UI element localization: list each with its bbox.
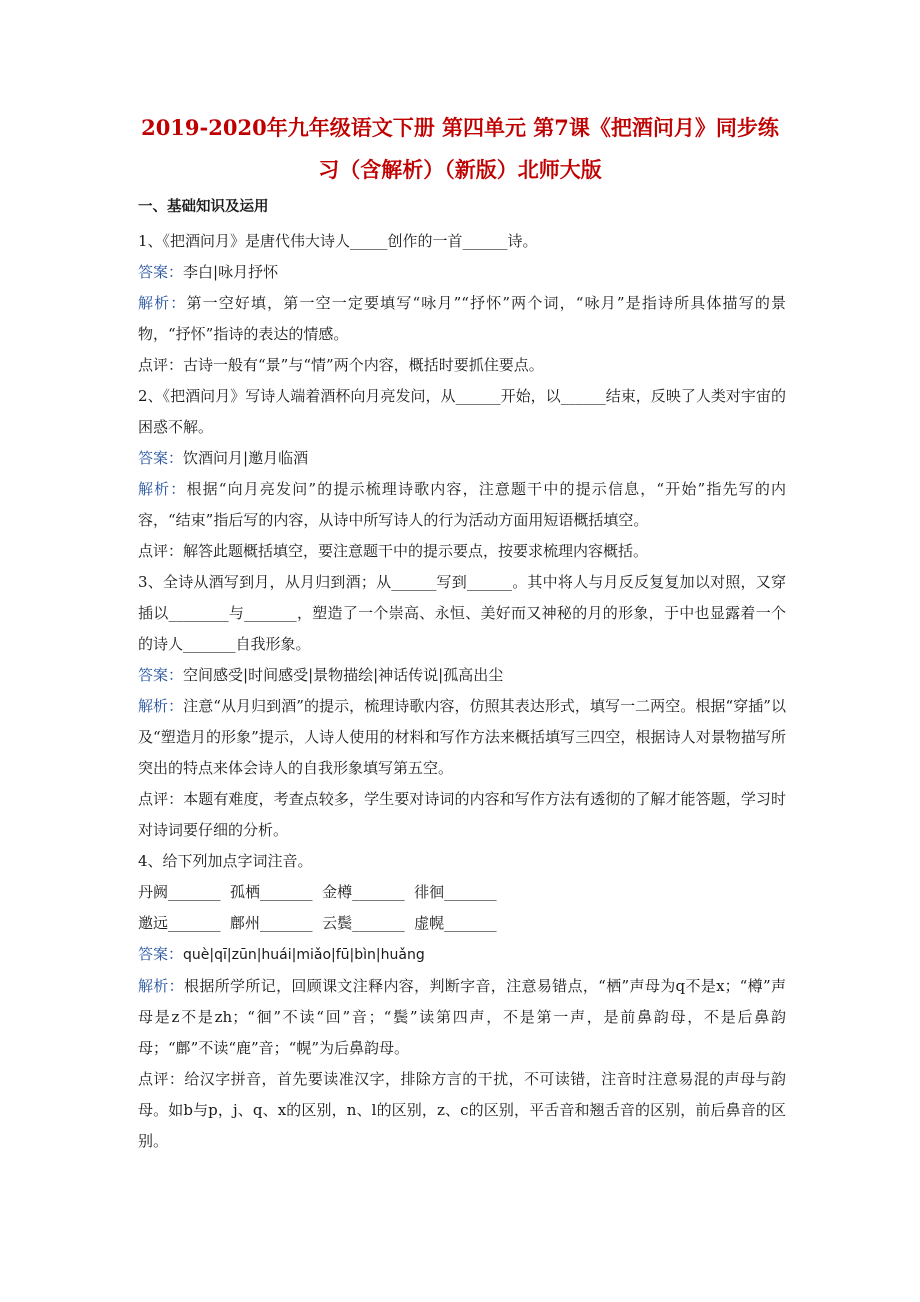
document-title-line1: 2019-2020年九年级语文下册 第四单元 第7课《把酒问月》同步练: [141, 115, 779, 140]
q1-answer-text: 李白|咏月抒怀: [183, 263, 279, 281]
q2-analysis-label: 解析：: [138, 480, 187, 498]
q1-comment: [138, 350, 786, 381]
q1-analysis: [138, 288, 786, 350]
q3-analysis-text: 注意“从月归到酒”的提示，梳理诗歌内容，仿照其表达形式，填写一二两空。根据“穿插”以及“塑造月的形象”提示，人诗人使用的材料和写作方法来概括填写三四空，根据诗人对景物描写所突出的特点来体会诗人的自我形象填写第五空。: [138, 697, 786, 777]
q2-comment-label: 点评：: [138, 542, 184, 560]
q2-comment-text: 解答此题概括填空，要注意题干中的提示要点，按要求梳理内容概括。: [183, 542, 649, 560]
q4-question: 4、给下列加点字词注音。: [138, 852, 313, 870]
q2-analysis: [138, 474, 786, 536]
q4-analysis: [138, 971, 786, 1064]
q3-question: 3、全诗从酒写到月，从月归到酒；从______写到______。其中将人与月反反复复加以对照，又穿插以________与_______，塑造了一个崇高、永恒、美好而又神秘的月的形象，于中也显露着一个的诗人_______自我形象。: [138, 573, 786, 653]
q4-words-row2: 邀远_______ 鄜州_______ 云鬓_______ 虚幌_______: [138, 914, 497, 932]
q3-analysis: [138, 691, 786, 784]
q1-comment-label: 点评：: [138, 356, 184, 374]
q4-answer-text: què|qī|zūn|huái|miǎo|fū|bìn|huǎng: [183, 947, 425, 963]
q4-analysis-label: 解析：: [138, 977, 185, 995]
q4-answer: [138, 939, 786, 971]
q3-answer-label: 答案：: [138, 666, 184, 684]
q3-answer: [138, 660, 786, 691]
document-body: [138, 226, 786, 1157]
q2-analysis-text: 根据“向月亮发问”的提示梳理诗歌内容，注意题干中的提示信息，“开始”指先写的内容，“结束”指后写的内容，从诗中所写诗人的行为活动方面用短语概括填空。: [138, 480, 786, 529]
document-title-line2: 习（含解析）（新版）北师大版: [318, 157, 602, 182]
q4-words-row1: 丹阙_______ 孤栖_______ 金樽_______ 徘徊_______: [138, 883, 497, 901]
section-heading: 一、基础知识及运用: [138, 199, 269, 215]
q4-comment-label: 点评：: [138, 1070, 185, 1088]
q4-comment: [138, 1064, 786, 1157]
q1-comment-text: 古诗一般有“景”与“情”两个内容，概括时要抓住要点。: [183, 356, 544, 374]
q1-answer: [138, 257, 786, 288]
q2-answer-label: 答案：: [138, 449, 184, 467]
q3-comment: [138, 784, 786, 846]
q4-answer-label: 答案：: [138, 945, 184, 963]
q4-analysis-text: 根据所学所记，回顾课文注释内容，判断字音，注意易错点，“栖”声母为q不是x；“樽”声母是z不是zh；“徊”不读“回”音；“鬓”读第四声，不是第一声，是前鼻韵母，不是后鼻韵母；“鄜”不读“鹿”音；“幌”为后鼻韵母。: [138, 977, 786, 1057]
q1-analysis-text: 第一空好填，第一空一定要填写“咏月”“抒怀”两个词，“咏月”是指诗所具体描写的景物，“抒怀”指诗的表达的情感。: [138, 294, 786, 343]
q2-answer-text: 饮酒问月|邀月临酒: [183, 449, 309, 467]
q3-comment-label: 点评：: [138, 790, 184, 808]
q2-answer: [138, 443, 786, 474]
q1-answer-label: 答案：: [138, 263, 184, 281]
q3-answer-text: 空间感受|时间感受|景物描绘|神话传说|孤高出尘: [183, 666, 504, 684]
q4-comment-text: 给汉字拼音，首先要读准汉字，排除方言的干扰，不可读错，注音时注意易混的声母与韵母。如b与p，j、q、x的区别，n、l的区别，z、c的区别，平舌音和翘舌音的区别，前后鼻音的区别。: [138, 1070, 786, 1150]
q3-comment-text: 本题有难度，考查点较多，学生要对诗词的内容和写作方法有透彻的了解才能答题，学习时对诗词要仔细的分析。: [138, 790, 786, 839]
q1-analysis-label: 解析：: [138, 294, 187, 312]
q3-analysis-label: 解析：: [138, 697, 184, 715]
q1-question: 1、《把酒问月》是唐代伟大诗人_____创作的一首______诗。: [138, 232, 538, 250]
q2-question: 2、《把酒问月》写诗人端着酒杯向月亮发问，从______开始，以______结束，反映了人类对宇宙的困惑不解。: [138, 387, 786, 436]
q2-comment: [138, 536, 786, 567]
